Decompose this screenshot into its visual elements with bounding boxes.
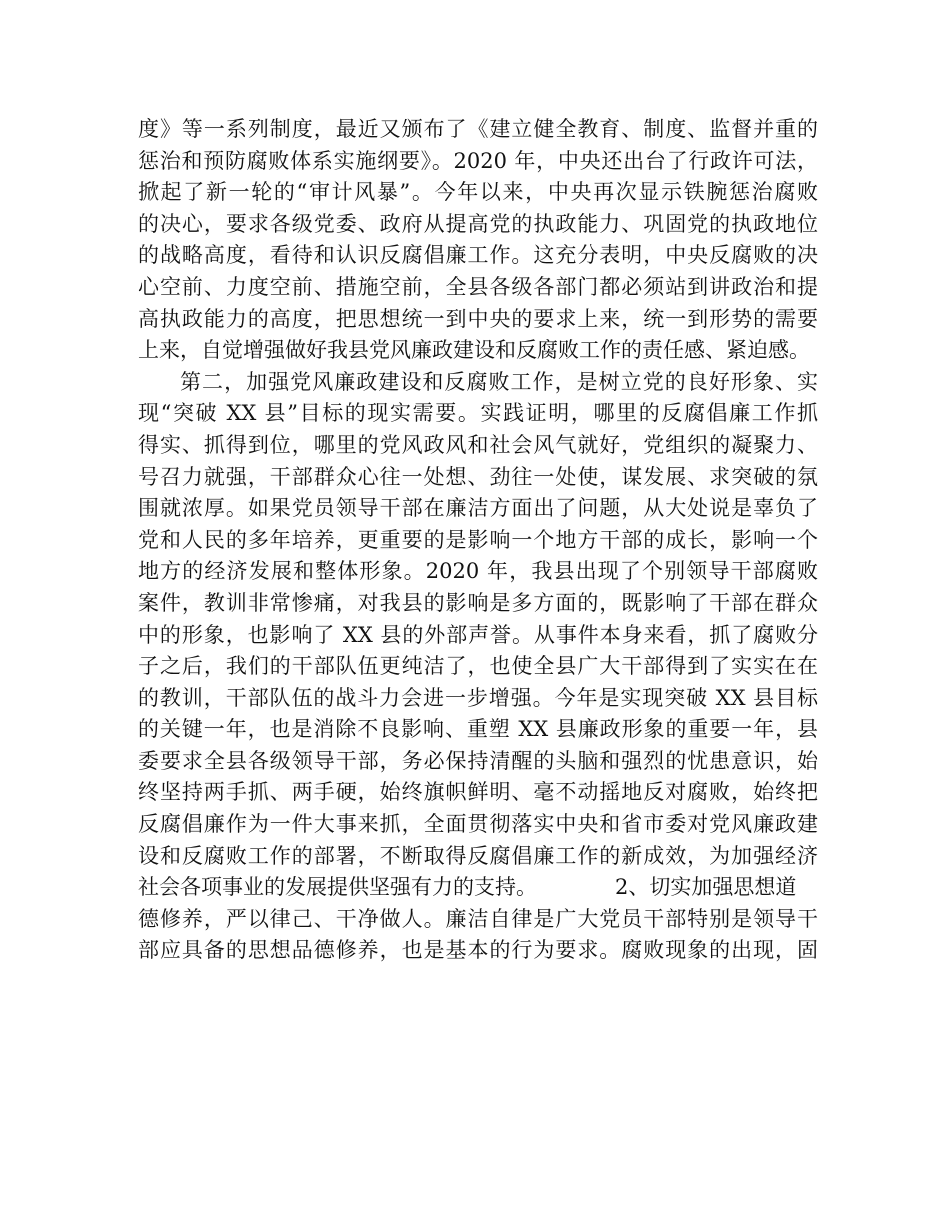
text-line: 子之后，我们的干部队伍更纯洁了，也使全县广大干部得到了实实在在 bbox=[138, 654, 818, 679]
text-line: 的战略高度，看待和认识反腐倡廉工作。这充分表明，中央反腐败的决 bbox=[138, 243, 818, 268]
text-line: 得实、抓得到位，哪里的党风政风和社会风气就好，党组织的凝聚力、 bbox=[138, 432, 818, 457]
text-line: 委要求全县各级领导干部，务必保持清醒的头脑和强烈的忧患意识，始 bbox=[138, 748, 818, 773]
text-line: 中的形象，也影响了 XX 县的外部声誉。从事件本身来看，抓了腐败分 bbox=[138, 622, 818, 647]
text-line: 案件，教训非常惨痛，对我县的影响是多方面的，既影响了干部在群众 bbox=[138, 590, 818, 615]
paragraph-end-text: 社会各项事业的发展提供坚强有力的支持。 bbox=[138, 875, 537, 900]
text-line: 掀起了新一轮的“审计风暴”。今年以来，中央再次显示铁腕惩治腐败 bbox=[138, 180, 818, 205]
text-line: 号召力就强，干部群众心往一处想、劲往一处使，谋发展、求突破的氛 bbox=[138, 464, 818, 489]
text-line: 现“突破 XX 县”目标的现实需要。实践证明，哪里的反腐倡廉工作抓 bbox=[138, 401, 818, 426]
text-line: 的教训，干部队伍的战斗力会进一步增强。今年是实现突破 XX 县目标 bbox=[138, 685, 818, 710]
text-line: 高执政能力的高度，把思想统一到中央的要求上来，统一到形势的需要 bbox=[138, 306, 818, 331]
text-line: 度》等一系列制度，最近又颁布了《建立健全教育、制度、监督并重的 bbox=[138, 117, 818, 141]
text-line-with-heading bbox=[138, 872, 818, 904]
text-line: 党和人民的多年培养，更重要的是影响一个地方干部的成长，影响一个 bbox=[138, 527, 818, 552]
text-line: 的关键一年，也是消除不良影响、重塑 XX 县廉政形象的重要一年，县 bbox=[138, 717, 818, 742]
text-line: 德修养，严以律己、干净做人。廉洁自律是广大党员干部特别是领导干 bbox=[138, 906, 818, 931]
text-line: 上来，自觉增强做好我县党风廉政建设和反腐败工作的责任感、紧迫感。 bbox=[138, 338, 810, 363]
section-heading-start: 2、切实加强思想道 bbox=[615, 875, 797, 900]
text-line: 围就浓厚。如果党员领导干部在廉洁方面出了问题，从大处说是辜负了 bbox=[138, 496, 818, 521]
text-line: 设和反腐败工作的部署，不断取得反腐倡廉工作的新成效，为加强经济 bbox=[138, 843, 818, 868]
text-line: 部应具备的思想品德修养，也是基本的行为要求。腐败现象的出现，固 bbox=[138, 938, 818, 963]
text-line: 心空前、力度空前、措施空前，全县各级各部门都必须站到讲政治和提 bbox=[138, 274, 818, 299]
text-line: 地方的经济发展和整体形象。2020 年，我县出现了个别领导干部腐败 bbox=[138, 559, 818, 584]
body-text bbox=[138, 114, 818, 967]
text-line: 惩治和预防腐败体系实施纲要》。2020 年，中央还出台了行政许可法， bbox=[138, 148, 818, 173]
text-line: 反腐倡廉作为一件大事来抓，全面贯彻落实中央和省市委对党风廉政建 bbox=[138, 812, 818, 837]
text-line: 终坚持两手抓、两手硬，始终旗帜鲜明、毫不动摇地反对腐败，始终把 bbox=[138, 780, 818, 805]
text-line: 的决心，要求各级党委、政府从提高党的执政能力、巩固党的执政地位 bbox=[138, 211, 818, 236]
paragraph-start-line: 第二，加强党风廉政建设和反腐败工作，是树立党的良好形象、实 bbox=[180, 369, 818, 394]
